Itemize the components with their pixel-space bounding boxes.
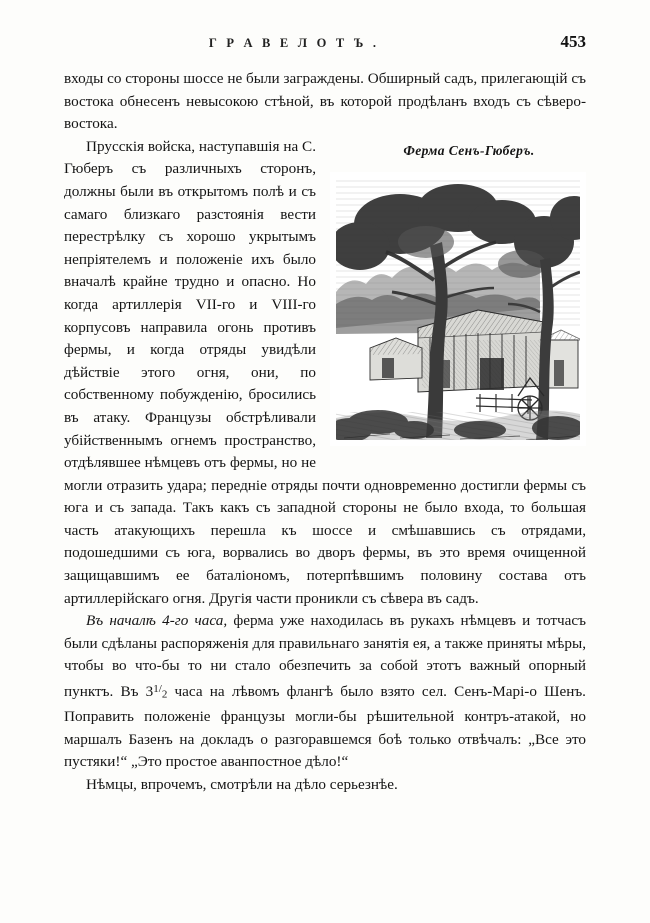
paragraph-3-rest: ферма уже находилась въ рукахъ нѣмцевъ и тотчасъ были сдѣланы распоряженiя для правильнаго занятiя ея, а также приняты мѣры, чтобы во что-бы то ни стало обезпечить за собой этотъ важный опорный пунктъ. Въ 3 [64, 612, 586, 700]
fraction-denominator: 2 [161, 688, 168, 701]
page-number: 453 [560, 32, 586, 51]
paragraph-2-text: Прусскiя войска, наступавшiя на С. Гюберъ съ различныхъ сторонъ, должны были въ открытомъ полѣ и съ самаго близкаго разстоянiя вести перестрѣлку съ хорошо укрытымъ непрiятелемъ и положенiе ихъ было вначалѣ крайне трудно и опасно. Но когда артиллерiя VII-го и VIII-го корпусовъ направила огонь противъ фермы, и когда отряды увидѣли дѣйствiе этого огня, они, по собственному побужденiю, бросились въ атаку. Французы обстрѣливали убiйственнымъ огнемъ пространство, отдѣлявшее нѣмцевъ отъ фермы, но не могли отразить удара; переднiе отряды почти одновременно достигли фермы съ юга и съ запада. Такъ какъ съ западной стороны не было входа, то большая часть атакующихъ перешла къ шоссе и смѣшавшись съ отрядами, подошедшими съ юга, ворвались во дворъ фермы, въ это время очищенной защищавшимъ ее баталiономъ, потерпѣвшимъ половину состава отъ артиллерiйскаго огня. Другiя части проникли съ сѣвера въ садъ. [64, 137, 586, 607]
paragraph-2 [64, 136, 586, 610]
paragraph-3 [64, 610, 586, 774]
running-title: Г Р А В Е Л О Т Ъ . [208, 36, 380, 50]
figure-block [330, 140, 586, 447]
page-header [64, 32, 586, 58]
figure-illustration [330, 172, 586, 446]
figure-caption: Ферма Сенъ-Гюберъ. [403, 142, 535, 158]
fraction-slash: / [158, 683, 162, 696]
paragraph-3-lead: Въ началѣ 4-го часа, [86, 612, 228, 630]
paragraph-1: входы со стороны шоссе не были заграждены. Обширный садъ, прилегающiй съ востока обнесенъ невысокою стѣной, въ которой продѣланъ входъ съ сѣверо-востока. [64, 70, 586, 133]
paragraph-4: Нѣмцы, впрочемъ, смотрѣли на дѣло серьезнѣе. [86, 775, 398, 793]
fraction-numerator: 1 [153, 683, 159, 696]
paragraph-3-tail: часа на лѣвомъ флангѣ было взято сел. Сенъ-Марi-о Шенъ. Поправить положенiе французы могли-бы рѣшительной контръ-атакой, но маршалъ Базенъ на докладъ о разгоравшемся боѣ только отвѣчалъ: „Все это пустяки!“ „Это простое аванпостное дѣло!“ [64, 682, 586, 771]
page-body [64, 68, 586, 796]
farm-engraving-svg [330, 172, 586, 446]
